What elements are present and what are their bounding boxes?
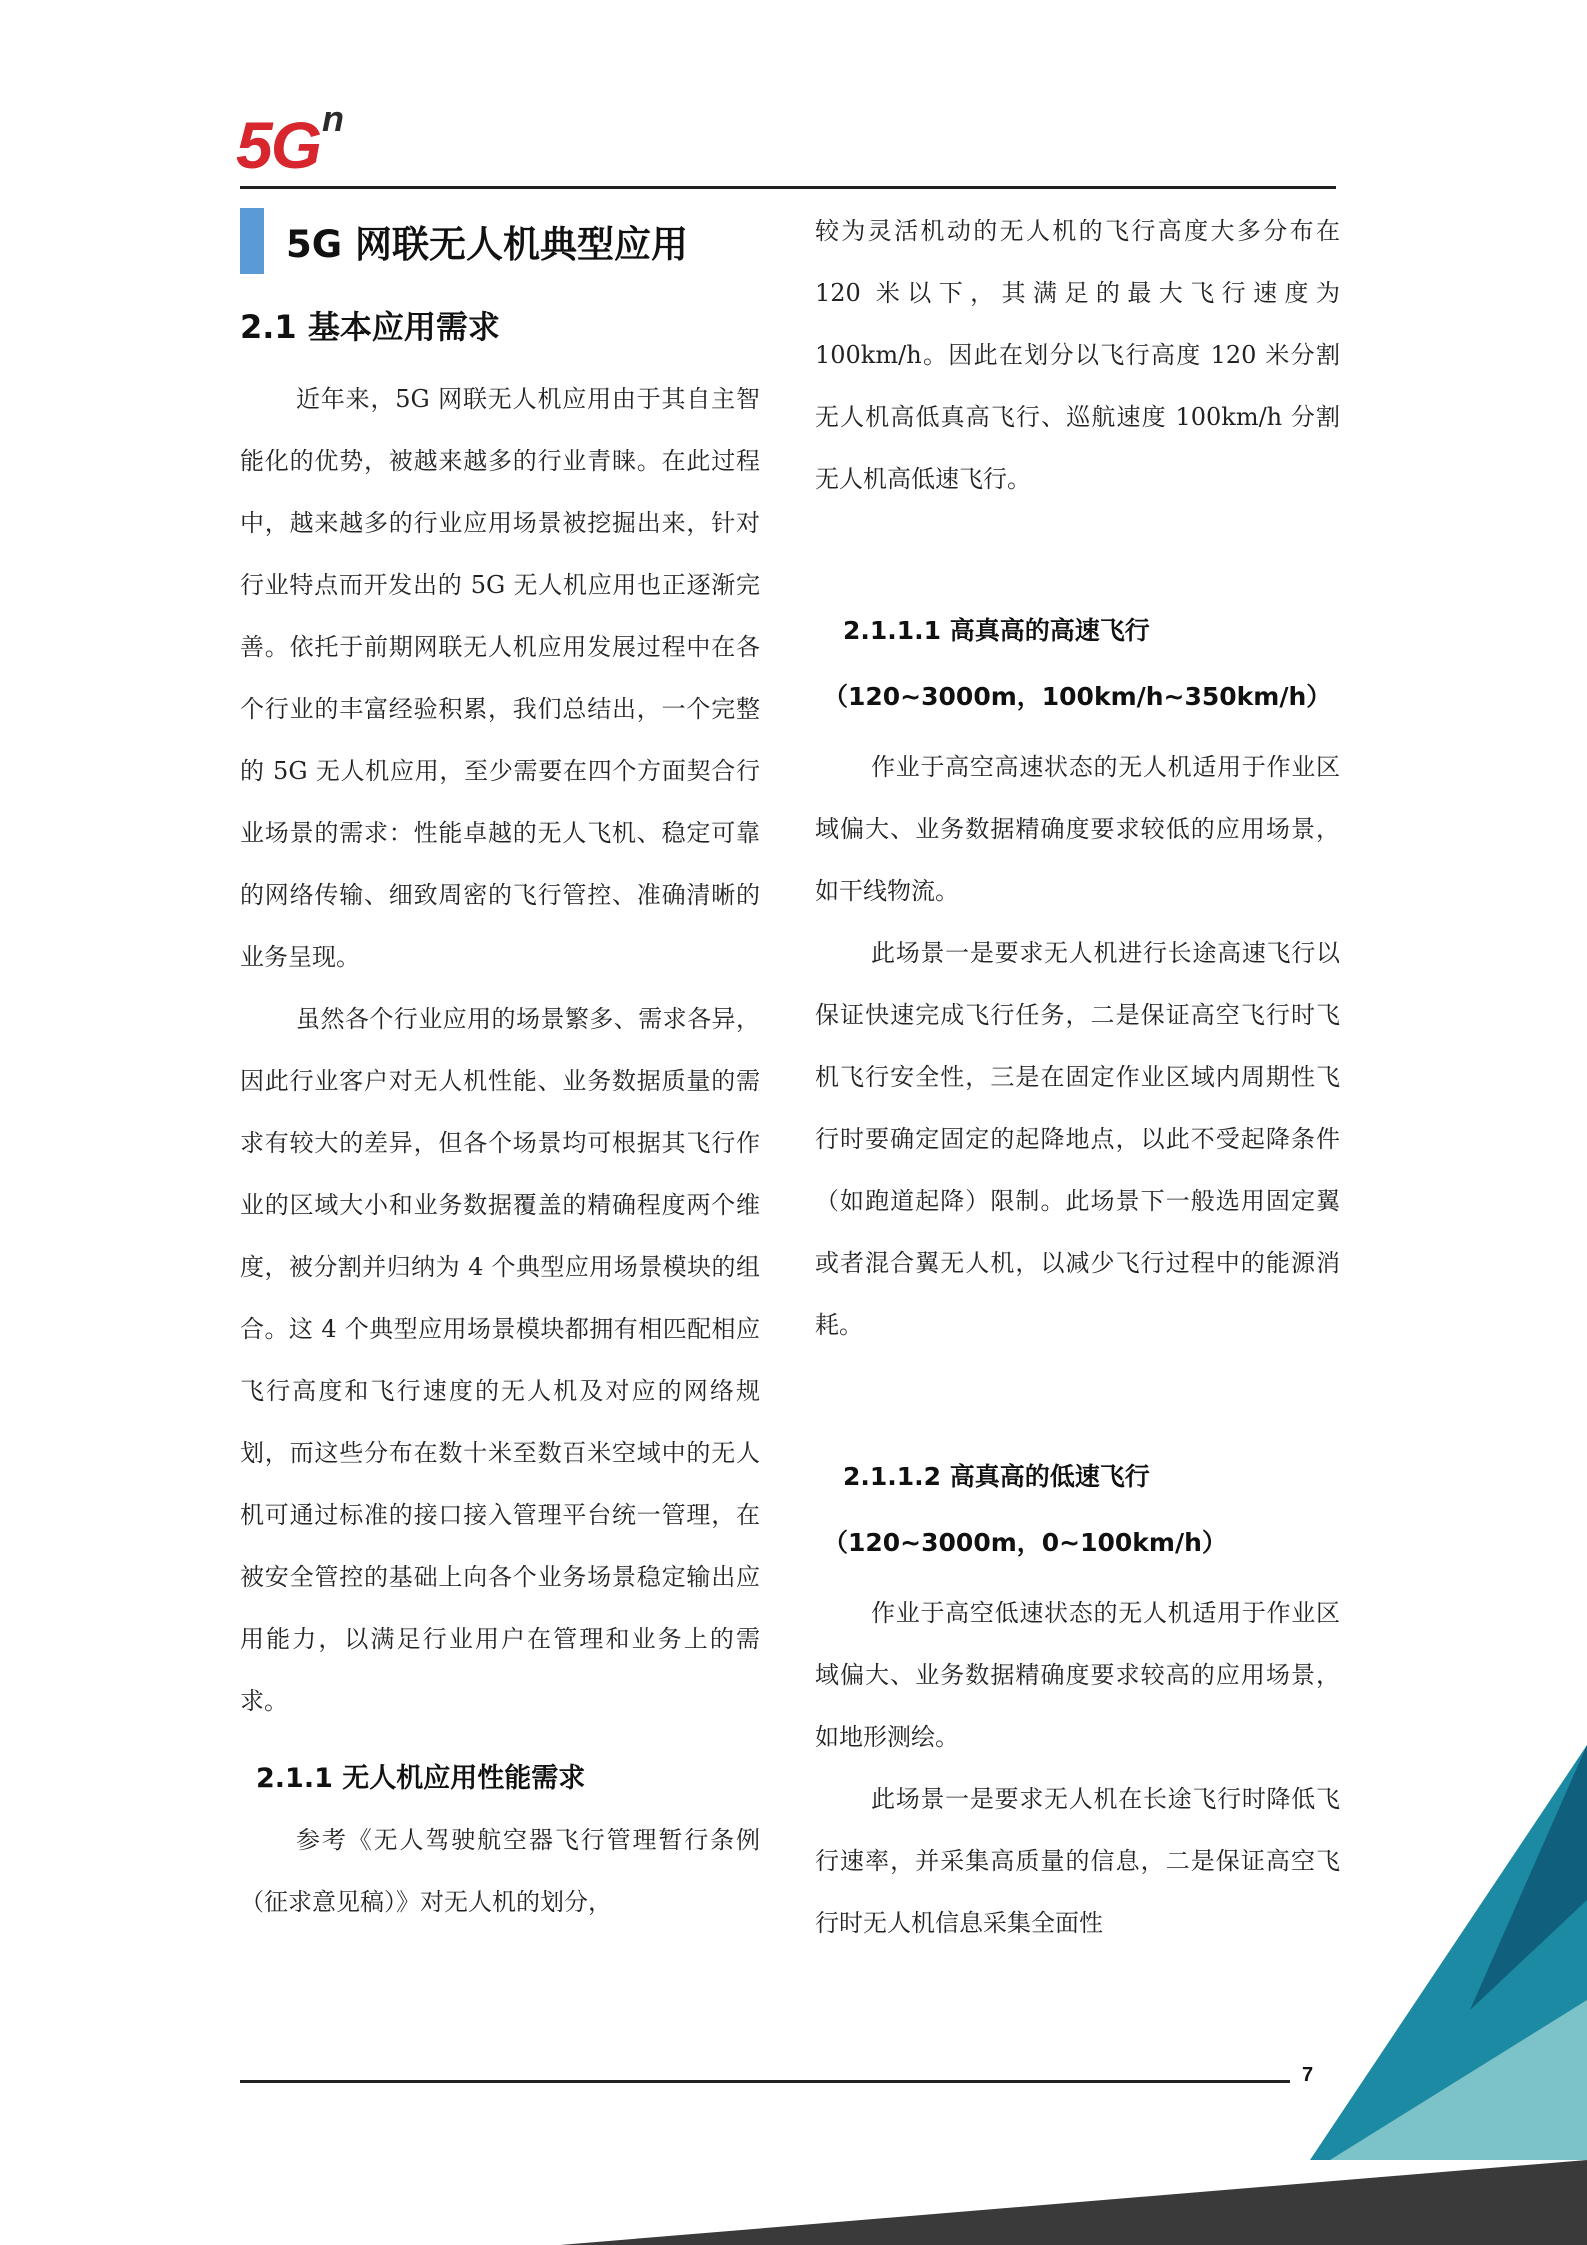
section-heading-2-1-1-1: 2.1.1.1 高真高的高速飞行 [843,616,1150,645]
paragraph: 虽然各个行业应用的场景繁多、需求各异，因此行业客户对无人机性能、业务数据质量的需求有较大的差异，但各个场景均可根据其飞行作业的区域大小和业务数据覆盖的精确程度两个维度，被分割并归纳为 4 个典型应用场景模块的组合。这 4 个典型应用场景模块都拥有相匹配相应飞行高度和飞行速度的无人机及对应的网络规划，而这些分布在数十米至数百米空域中的无人机可通过标准的接口接入管理平台统一管理，在被安全管控的基础上向各个业务场景稳定输出应用能力，以满足行业用户在管理和业务上的需求。 [240,1005,760,1715]
logo-superscript: n [322,98,343,139]
chapter-heading [240,208,760,274]
brand-logo [236,98,343,182]
page-number: 7 [1302,2064,1314,2086]
logo-text: 5G [236,108,321,182]
paragraph: 作业于高空高速状态的无人机适用于作业区域偏大、业务数据精确度要求较低的应用场景，如干线物流。 [815,753,1340,905]
header-rule [240,186,1336,189]
left-column [240,200,760,1933]
paragraph-continuation: 较为灵活机动的无人机的飞行高度大多分布在 120 米以下，其满足的最大飞行速度为 100km/h。因此在划分以飞行高度 120 米分割无人机高低真高飞行、巡航速度 100km/h 分割无人机高低速飞行。 [815,217,1340,493]
section-heading-2-1: 2.1 基本应用需求 [240,308,500,346]
right-column [815,200,1340,1954]
paragraph: 作业于高空低速状态的无人机适用于作业区域偏大、业务数据精确度要求较高的应用场景，如地形测绘。 [815,1599,1340,1751]
paragraph: 参考《无人驾驶航空器飞行管理暂行条例（征求意见稿）》对无人机的划分， [240,1826,760,1916]
section-subheading-range: （120~3000m，100km/h~350km/h） [823,682,1332,711]
paragraph: 近年来，5G 网联无人机应用由于其自主智能化的优势，被越来越多的行业青睐。在此过程中，越来越多的行业应用场景被挖掘出来，针对行业特点而开发出的 5G 无人机应用也正逐渐完善。依托于前期网联无人机应用发展过程中在各个行业的丰富经验积累，我们总结出，一个完整的 5G 无人机应用，至少需要在四个方面契合行业场景的需求：性能卓越的无人飞机、稳定可靠的网络传输、细致周密的飞行管控、准确清晰的业务呈现。 [240,385,760,971]
section-heading-2-1-1-2: 2.1.1.2 高真高的低速飞行 [843,1462,1150,1491]
footer-rule [240,2080,1290,2083]
paragraph: 此场景一是要求无人机进行长途高速飞行以保证快速完成飞行任务，二是保证高空飞行时飞机飞行安全性，三是在固定作业区域内周期性飞行时要确定固定的起降地点，以此不受起降条件（如跑道起降）限制。此场景下一般选用固定翼或者混合翼无人机，以减少飞行过程中的能源消耗。 [815,939,1340,1339]
chapter-accent-bar [240,208,264,274]
section-heading-2-1-1: 2.1.1 无人机应用性能需求 [256,1763,586,1794]
paragraph: 此场景一是要求无人机在长途飞行时降低飞行速率，并采集高质量的信息，二是保证高空飞行时无人机信息采集全面性 [815,1785,1340,1937]
section-subheading-range: （120~3000m，0~100km/h） [823,1528,1227,1557]
chapter-title: 5G 网联无人机典型应用 [286,223,688,266]
